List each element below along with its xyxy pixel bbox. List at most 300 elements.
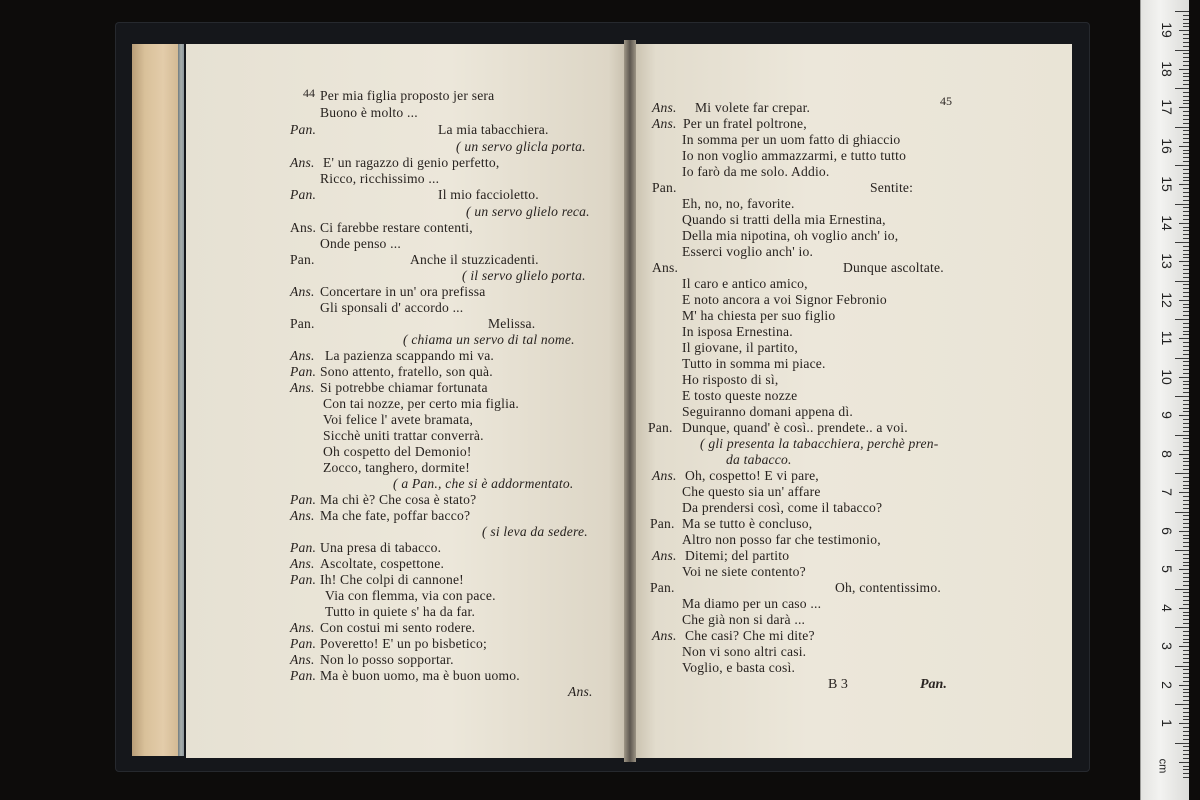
ruler-tick (1183, 292, 1189, 293)
ruler-tick (1183, 712, 1189, 713)
text-line: La mia tabacchiera. (438, 122, 549, 137)
ruler-tick (1183, 265, 1189, 266)
text-line: Ans. (652, 468, 677, 483)
ruler-tick (1183, 777, 1189, 778)
ruler-tick (1183, 342, 1189, 343)
ruler-tick (1183, 96, 1189, 97)
ruler-tick (1183, 766, 1189, 767)
ruler-tick (1175, 396, 1189, 397)
text-line: Mi volete far crepar. (695, 100, 811, 115)
ruler-tick (1175, 435, 1189, 436)
ruler-tick (1183, 196, 1189, 197)
ruler-tick (1175, 165, 1189, 166)
text-line: Oh cospetto del Demonio! (323, 444, 472, 459)
ruler-tick (1183, 654, 1189, 655)
ruler-tick (1183, 689, 1189, 690)
text-line: Poveretto! E' un po bisbetico; (320, 636, 488, 651)
ruler-number: 15 (1159, 176, 1175, 192)
ruler-tick (1183, 153, 1189, 154)
text-line: Onde penso ... (320, 236, 401, 251)
text-line: Si potrebbe chiamar fortunata (320, 380, 488, 395)
text-line: Esserci voglio anch' io. (682, 244, 814, 259)
ruler-number: 14 (1159, 214, 1175, 231)
ruler-tick (1183, 546, 1189, 547)
ruler-tick (1183, 277, 1189, 278)
ruler-number: 19 (1159, 22, 1175, 38)
ruler-tick (1183, 769, 1189, 770)
ruler-tick (1183, 103, 1189, 104)
ruler-number: 11 (1159, 330, 1175, 346)
text-line: In somma per un uom fatto di ghiaccio (682, 132, 901, 147)
text-line: Una presa di tabacco. (320, 540, 442, 555)
ruler-tick (1183, 465, 1189, 466)
text-line: da tabacco. (726, 452, 792, 467)
ruler-tick (1183, 142, 1189, 143)
text-line: Ans. (652, 548, 677, 563)
text-line: Eh, no, no, favorite. (682, 196, 795, 211)
text-line: Gli sponsali d' accordo ... (320, 300, 464, 315)
text-line: Pan. (650, 580, 675, 595)
ruler-tick (1175, 281, 1189, 282)
left-page-number: 44 (303, 86, 315, 100)
ruler-tick (1183, 381, 1189, 382)
ruler-tick (1175, 666, 1189, 667)
text-line: Zocco, tanghero, dormite! (323, 460, 470, 475)
text-line: Da prendersi così, come il tabacco? (682, 500, 883, 515)
ruler-tick (1179, 723, 1189, 724)
ruler-tick (1175, 473, 1189, 474)
ruler-tick (1183, 234, 1189, 235)
text-line: Pan. (290, 364, 317, 379)
ruler-tick (1183, 173, 1189, 174)
ruler-tick (1183, 361, 1189, 362)
ruler-tick (1183, 488, 1189, 489)
text-line: Ma che fate, poffar bacco? (320, 508, 471, 523)
text-line: Pan. (290, 316, 315, 331)
text-line: Pan. (290, 187, 317, 202)
ruler-tick (1175, 358, 1189, 359)
ruler-tick (1183, 750, 1189, 751)
ruler-tick (1183, 46, 1189, 47)
ruler-tick (1183, 400, 1189, 401)
text-line: Ho risposto di sì, (682, 372, 779, 387)
ruler-unit: cm (1156, 758, 1169, 774)
ruler-tick (1183, 188, 1189, 189)
text-line: ( un servo glicla porta. (456, 139, 586, 154)
ruler-tick (1183, 746, 1189, 747)
text-line: E' un ragazzo di genio perfetto, (323, 155, 500, 170)
text-line: Pan. (290, 122, 317, 137)
ruler-tick (1175, 242, 1189, 243)
ruler-tick (1183, 600, 1189, 601)
ruler-number: 3 (1159, 642, 1175, 650)
ruler-tick (1183, 442, 1189, 443)
ruler-tick (1179, 608, 1189, 609)
ruler-number: 10 (1159, 368, 1175, 385)
ruler-tick (1183, 585, 1189, 586)
ruler-tick (1183, 296, 1189, 297)
ruler-tick (1179, 531, 1189, 532)
ruler-tick (1175, 88, 1189, 89)
text-line: Ans. (652, 116, 677, 131)
text-line: Ans. (652, 100, 677, 115)
ruler-tick (1183, 177, 1189, 178)
text-line: Per mia figlia proposto jer sera (320, 88, 495, 103)
ruler-tick (1175, 512, 1189, 513)
ruler-tick (1183, 658, 1189, 659)
ruler-tick (1183, 219, 1189, 220)
ruler-tick (1183, 623, 1189, 624)
ruler-tick (1183, 346, 1189, 347)
text-line: Il giovane, il partito, (682, 340, 798, 355)
text-line: M' ha chiesta per suo figlio (682, 308, 836, 323)
ruler-tick (1183, 558, 1189, 559)
ruler-tick (1183, 23, 1189, 24)
text-line: Pan. (290, 540, 317, 555)
text-line: Dunque, quand' è così.. prendete.. a voi. (682, 420, 908, 435)
text-line: Ascoltate, cospettone. (320, 556, 445, 571)
text-line: Via con flemma, via con pace. (325, 588, 496, 603)
text-line: Non lo posso sopportar. (320, 652, 454, 667)
text-line: ( il servo glielo porta. (462, 268, 586, 283)
ruler-tick (1183, 535, 1189, 536)
text-line: In isposa Ernestina. (682, 324, 793, 339)
text-line: Ans. (290, 508, 315, 523)
text-line: Buono è molto ... (320, 105, 418, 120)
ruler-tick (1183, 100, 1189, 101)
ruler-tick (1183, 542, 1189, 543)
ruler-tick (1183, 257, 1189, 258)
text-line: Ans. (290, 220, 317, 235)
ruler-tick (1175, 627, 1189, 628)
text-line: Ans. (290, 380, 315, 395)
text-line: Oh, cospetto! E vi pare, (685, 468, 819, 483)
ruler-tick (1183, 739, 1189, 740)
ruler-tick (1183, 538, 1189, 539)
text-line: Pan. (290, 572, 317, 587)
text-line: Con costui mi sento rodere. (320, 620, 476, 635)
ruler-tick (1183, 73, 1189, 74)
ruler-tick (1183, 404, 1189, 405)
ruler-number: 6 (1159, 526, 1175, 535)
text-line: ( gli presenta la tabacchiera, perchè pren- (700, 436, 939, 451)
page-edges (132, 44, 184, 756)
ruler-tick (1183, 111, 1189, 112)
ruler-tick (1179, 685, 1189, 686)
ruler-number: 1 (1159, 719, 1175, 727)
ruler-tick (1183, 508, 1189, 509)
ruler-tick (1183, 604, 1189, 605)
ruler-number: 13 (1159, 253, 1175, 269)
ruler-tick (1183, 427, 1189, 428)
ruler-tick (1175, 204, 1189, 205)
ruler-number: 4 (1159, 603, 1175, 612)
text-line: ( si leva da sedere. (482, 524, 588, 539)
ruler-tick (1183, 327, 1189, 328)
ruler-tick (1183, 523, 1189, 524)
ruler-tick (1183, 392, 1189, 393)
ruler-tick (1183, 504, 1189, 505)
text-line: Voglio, e basta così. (682, 660, 796, 675)
text-line: Oh, contentissimo. (835, 580, 941, 595)
ruler-tick (1183, 596, 1189, 597)
ruler-tick (1183, 411, 1189, 412)
ruler-number: 2 (1159, 680, 1175, 689)
page-edge-line (178, 44, 184, 756)
ruler-tick (1179, 338, 1189, 339)
ruler-tick (1183, 150, 1189, 151)
ruler-tick (1175, 127, 1189, 128)
ruler-tick (1183, 565, 1189, 566)
text-line: Io farò da me solo. Addio. (682, 164, 830, 179)
text-line: ( chiama un servo di tal nome. (403, 332, 575, 347)
ruler-tick (1179, 415, 1189, 416)
ruler-number: 16 (1159, 137, 1175, 154)
text-line: Ans. (290, 348, 315, 363)
ruler-tick (1175, 319, 1189, 320)
ruler-tick (1183, 681, 1189, 682)
ruler-tick (1183, 423, 1189, 424)
ruler-tick (1183, 515, 1189, 516)
ruler-tick (1179, 492, 1189, 493)
ruler-tick (1183, 323, 1189, 324)
ruler-tick (1183, 34, 1189, 35)
ruler-tick (1183, 192, 1189, 193)
text-line: Io non voglio ammazzarmi, e tutto tutto (682, 148, 907, 163)
ruler-tick (1183, 53, 1189, 54)
ruler-tick (1175, 704, 1189, 705)
ruler-tick (1175, 743, 1189, 744)
ruler-number: 17 (1159, 99, 1175, 115)
ruler-number: 5 (1159, 565, 1175, 573)
text-line: Pan. (290, 668, 317, 683)
text-line: Tutto in quiete s' ha da far. (325, 604, 476, 619)
ruler-tick (1183, 38, 1189, 39)
ruler-tick (1183, 581, 1189, 582)
ruler-tick (1183, 269, 1189, 270)
text-line: Quando si tratti della mia Ernestina, (682, 212, 886, 227)
ruler-tick (1175, 589, 1189, 590)
ruler-tick (1183, 130, 1189, 131)
ruler-tick (1183, 119, 1189, 120)
ruler-tick (1183, 250, 1189, 251)
text-line: Dunque ascoltate. (843, 260, 944, 275)
ruler-tick (1183, 696, 1189, 697)
ruler-number: 12 (1159, 291, 1175, 308)
text-line: Sicchè uniti trattar converrà. (323, 428, 484, 443)
signature-mark: B 3 (828, 677, 848, 692)
ruler-tick (1183, 577, 1189, 578)
ruler-tick (1183, 76, 1189, 77)
ruler-tick (1179, 107, 1189, 108)
ruler-tick (1183, 731, 1189, 732)
ruler-tick (1183, 635, 1189, 636)
ruler-tick (1183, 246, 1189, 247)
ruler-tick (1183, 754, 1189, 755)
text-line: Tutto in somma mi piace. (682, 356, 826, 371)
ruler-tick (1179, 762, 1189, 763)
ruler-tick (1183, 438, 1189, 439)
ruler-tick (1183, 161, 1189, 162)
ruler-tick (1183, 592, 1189, 593)
ruler-tick (1183, 573, 1189, 574)
text-line: Concertare in un' ora prefissa (320, 284, 486, 299)
ruler-number: 7 (1159, 488, 1175, 496)
ruler-tick (1183, 273, 1189, 274)
ruler-tick (1183, 42, 1189, 43)
text-line: E noto ancora a voi Signor Febronio (682, 292, 887, 307)
ruler-tick (1183, 562, 1189, 563)
ruler-tick (1183, 485, 1189, 486)
ruler-tick (1183, 26, 1189, 27)
ruler-tick (1183, 311, 1189, 312)
text-line: Ditemi; del partito (685, 548, 790, 563)
text-line: Il mio faccioletto. (438, 187, 539, 202)
measuring-ruler (1140, 0, 1189, 800)
ruler-tick (1183, 288, 1189, 289)
text-line: Della mia nipotina, oh voglio anch' io, (682, 228, 899, 243)
ruler-tick (1175, 50, 1189, 51)
ruler-tick (1183, 650, 1189, 651)
ruler-number: 18 (1159, 60, 1175, 77)
ruler-tick (1183, 527, 1189, 528)
ruler-tick (1183, 215, 1189, 216)
text-line: La pazienza scappando mi va. (325, 348, 495, 363)
ruler-tick (1183, 169, 1189, 170)
ruler-tick (1183, 727, 1189, 728)
ruler-tick (1183, 519, 1189, 520)
ruler-tick (1183, 477, 1189, 478)
text-line: Seguiranno domani appena dì. (682, 404, 853, 419)
ruler-tick (1179, 569, 1189, 570)
text-line: Che già non si darà ... (682, 612, 806, 627)
ruler-tick (1183, 334, 1189, 335)
ruler-tick (1183, 211, 1189, 212)
ruler-tick (1175, 550, 1189, 551)
ruler-tick (1183, 719, 1189, 720)
text-line: Ih! Che colpi di cannone! (320, 572, 464, 587)
text-line: Ma è buon uomo, ma è buon uomo. (320, 668, 520, 683)
ruler-tick (1183, 458, 1189, 459)
text-line: Melissa. (488, 316, 536, 331)
ruler-tick (1183, 238, 1189, 239)
text-line: Ans. (290, 652, 315, 667)
text-line: Pan. (290, 252, 315, 267)
text-line: Voi ne siete contento? (682, 564, 806, 579)
text-line: Ans. (652, 260, 679, 275)
ruler-number: 9 (1159, 411, 1175, 419)
ruler-tick (1179, 223, 1189, 224)
text-line: Pan. (652, 180, 677, 195)
text-line: Pan. (650, 516, 675, 531)
text-line: Il caro e antico amico, (682, 276, 808, 291)
ruler-tick (1183, 642, 1189, 643)
ruler-tick (1183, 408, 1189, 409)
ruler-tick (1183, 669, 1189, 670)
ruler-tick (1183, 673, 1189, 674)
text-line: Ma chi è? Che cosa è stato? (320, 492, 477, 507)
ruler-tick (1183, 496, 1189, 497)
text-line: ( a Pan., che si è addormentato. (393, 476, 574, 491)
ruler-tick (1183, 307, 1189, 308)
ruler-tick (1183, 15, 1189, 16)
ruler-tick (1183, 469, 1189, 470)
ruler-tick (1179, 300, 1189, 301)
ruler-tick (1183, 157, 1189, 158)
text-line: Ans. (568, 684, 593, 699)
text-line: Sentite: (870, 180, 914, 195)
text-line: Anche il stuzzicadenti. (410, 252, 539, 267)
ruler-tick (1183, 450, 1189, 451)
ruler-tick (1183, 631, 1189, 632)
ruler-tick (1183, 773, 1189, 774)
ruler-tick (1183, 461, 1189, 462)
ruler-tick (1183, 692, 1189, 693)
ruler-tick (1183, 227, 1189, 228)
ruler-tick (1179, 261, 1189, 262)
ruler-tick (1183, 207, 1189, 208)
ruler-tick (1183, 230, 1189, 231)
ruler-tick (1183, 134, 1189, 135)
ruler-tick (1183, 708, 1189, 709)
text-line: Ans. (290, 284, 315, 299)
text-line: Ans. (290, 155, 315, 170)
ruler-tick (1183, 19, 1189, 20)
ruler-tick (1179, 646, 1189, 647)
ruler-tick (1183, 384, 1189, 385)
ruler-tick (1183, 716, 1189, 717)
text-line: Per un fratel poltrone, (683, 116, 807, 131)
text-line: Pan. (648, 420, 673, 435)
text-line: Ricco, ricchissimo ... (320, 171, 440, 186)
ruler-tick (1183, 350, 1189, 351)
text-line: Voi felice l' avete bramata, (323, 412, 474, 427)
ruler-tick (1183, 700, 1189, 701)
text-line: Pan. (290, 492, 317, 507)
catchword: Pan. (920, 677, 947, 692)
ruler-tick (1183, 284, 1189, 285)
ruler-tick (1183, 373, 1189, 374)
text-line: Che questo sia un' affare (682, 484, 821, 499)
ruler-tick (1183, 84, 1189, 85)
ruler-tick (1183, 365, 1189, 366)
ruler-tick (1179, 146, 1189, 147)
ruler-tick (1183, 354, 1189, 355)
text-line: Altro non posso far che testimonio, (682, 532, 881, 547)
text-line: Con tai nozze, per certo mia figlia. (323, 396, 519, 411)
ruler-tick (1183, 92, 1189, 93)
text-line: Ci farebbe restare contenti, (320, 220, 473, 235)
ruler-tick (1179, 454, 1189, 455)
ruler-tick (1183, 431, 1189, 432)
ruler-tick (1183, 662, 1189, 663)
ruler-tick (1183, 419, 1189, 420)
ruler-tick (1179, 69, 1189, 70)
text-line: Pan. (290, 636, 317, 651)
text-line: Che casi? Che mi dite? (685, 628, 815, 643)
ruler-tick (1183, 304, 1189, 305)
text-line: Ans. (290, 556, 315, 571)
ruler-tick (1179, 377, 1189, 378)
ruler-tick (1179, 184, 1189, 185)
text-line: Ans. (290, 620, 315, 635)
ruler-tick (1183, 115, 1189, 116)
ruler-tick (1183, 388, 1189, 389)
right-page-number: 45 (940, 94, 952, 108)
ruler-tick (1175, 11, 1189, 12)
ruler-number: 8 (1159, 449, 1175, 458)
text-line: Ans. (652, 628, 677, 643)
